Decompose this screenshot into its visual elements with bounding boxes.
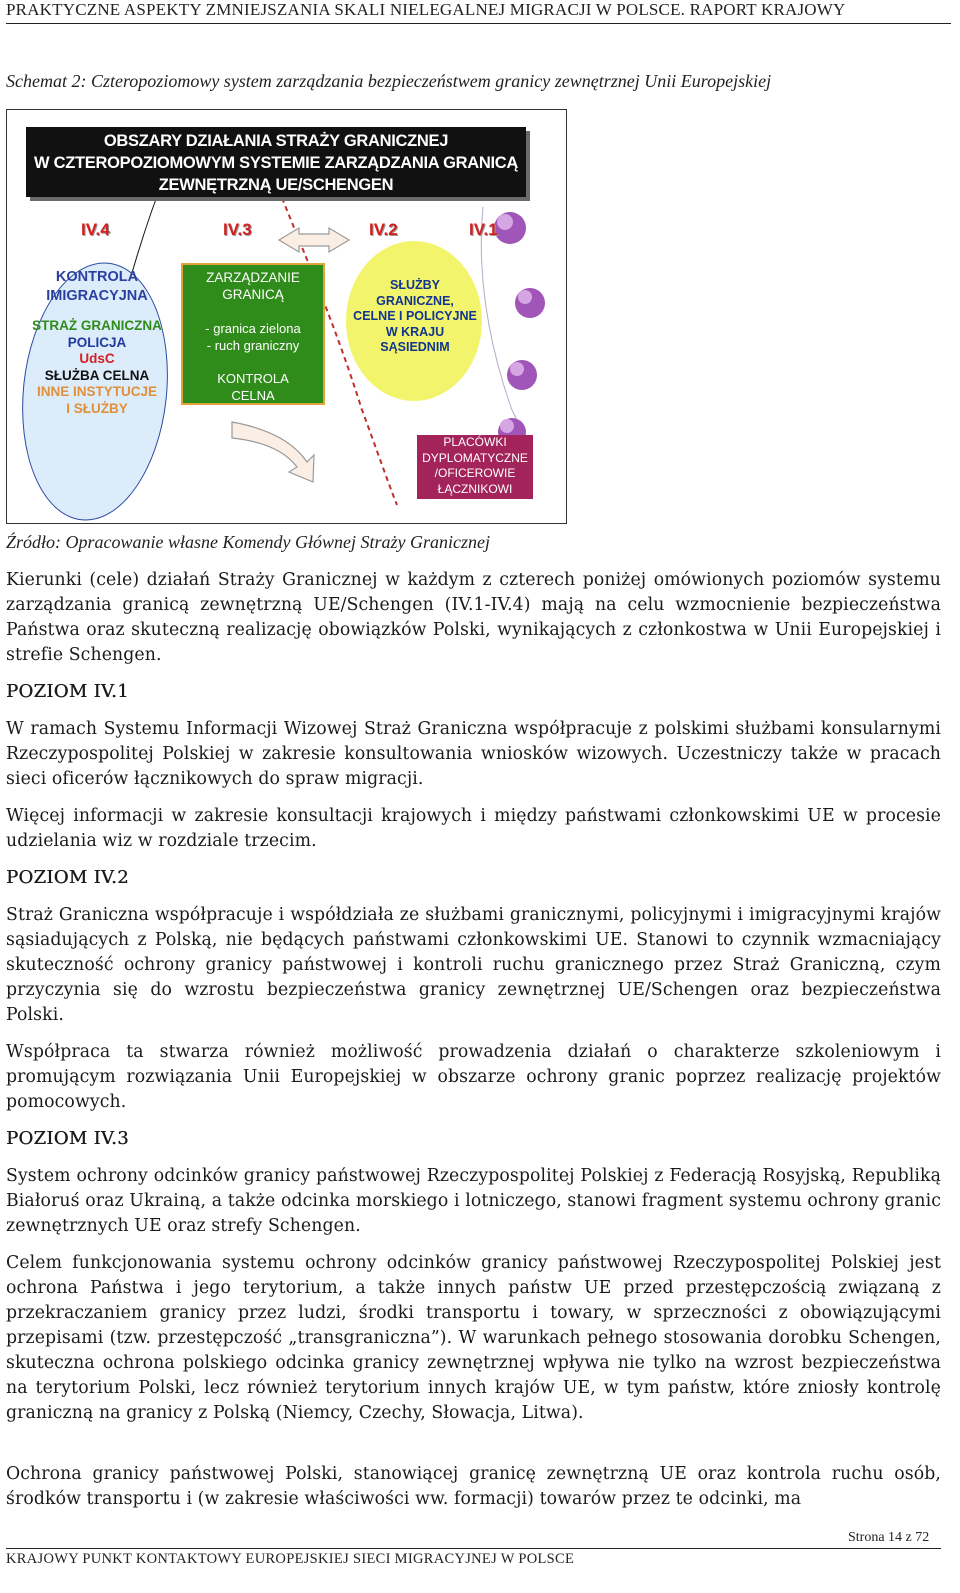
running-header: PRAKTYCZNE ASPEKTY ZMNIEJSZANIA SKALI NIELEGALNEJ MIGRACJI W POLSCE. RAPORT KRAJOWY xyxy=(6,0,951,24)
oval-institutions xyxy=(17,318,177,417)
section-heading: POZIOM IV.3 xyxy=(6,1128,129,1149)
paragraph: Więcej informacji w zakresie konsultacji krajowych i między państwami członkowskimi UE w procesie udzielania wiz w rozdziale trzecim. xyxy=(6,806,941,851)
oval-item: INNE INSTYTUCJE xyxy=(36,384,158,399)
level-label-iv3: IV.3 xyxy=(223,220,252,239)
box-line: /OFICEROWIE xyxy=(434,466,516,480)
oval-text-line: CELNE I POLICYJNE xyxy=(353,309,477,323)
figure-source: Źródło: Opracowanie własne Komendy Głównej Straży Granicznej xyxy=(6,532,490,552)
neighbour-services-text xyxy=(349,278,481,356)
oval-title-line: KONTROLA xyxy=(55,269,139,285)
section-heading: POZIOM IV.1 xyxy=(6,681,129,702)
box-line: DYPLOMATYCZNE xyxy=(422,450,528,465)
box-line: - ruch graniczny xyxy=(206,338,300,353)
paragraph: W ramach Systemu Informacji Wizowej Straż Graniczna współpracuje z polskimi służbami konsularnymi Rzeczypospolitej Polskiej w zakresie konsultowania wniosków wizowych. Uczestniczy także w pracach sieci oficerów łącznikowych do spraw migracji. xyxy=(6,719,941,789)
box-line: ZARZĄDZANIE xyxy=(206,270,300,285)
level-label-iv4: IV.4 xyxy=(81,220,110,239)
oval-text-line: W KRAJU xyxy=(385,324,445,339)
paragraph: Współpraca ta stwarza również możliwość prowadzenia działań o charakterze szkoleniowym i promującym rozwiązania Unii Europejskiej w obszarze ochrony granic poprzez realizację projektów pomocowych. xyxy=(6,1042,941,1112)
oval-item: STRAŻ GRANICZNA xyxy=(32,318,162,333)
purple-dots xyxy=(494,212,545,446)
box-line: ŁĄCZNIKOWI xyxy=(437,481,513,496)
section-heading: POZIOM IV.2 xyxy=(6,867,129,888)
running-footer: KRAJOWY PUNKT KONTAKTOWY EUROPEJSKIEJ SIECI MIGRACYJNEJ W POLSCE xyxy=(6,1548,941,1568)
banner-line: ZEWNĘTRZNĄ UE/SCHENGEN xyxy=(158,176,394,194)
box-line: KONTROLA xyxy=(217,371,289,386)
oval-item: POLICJA xyxy=(67,334,127,350)
schema-banner xyxy=(26,127,526,197)
box-line: - granica zielona xyxy=(205,321,301,336)
box-line: GRANICĄ xyxy=(222,287,284,302)
schema-figure xyxy=(6,109,567,524)
oval-item: SŁUŻBA CELNA xyxy=(44,367,150,383)
paragraph: System ochrony odcinków granicy państwowej Rzeczypospolitej Polskiej z Federacją Rosyjską, Republiką Białoruś oraz Ukrainą, a także odcinka morskiego i lotniczego, stanowi fragment systemu ochrony granic zewnętrznych UE oraz strefy Schengen. xyxy=(6,1166,941,1236)
oval-item: I SŁUŻBY xyxy=(66,400,128,416)
oval-text-line: SĄSIEDNIM xyxy=(380,340,450,354)
border-management-box xyxy=(181,263,325,405)
oval-title-line: IMIGRACYJNA xyxy=(46,288,148,304)
figure-caption: Schemat 2: Czteropoziomowy system zarządzania bezpieczeństwem granicy zewnętrznej Unii Europejskiej xyxy=(6,71,772,91)
box-line: CELNA xyxy=(231,388,275,403)
level-label-iv2: IV.2 xyxy=(369,220,398,239)
paragraph: Celem funkcjonowania systemu ochrony odcinków granicy państwowej Rzeczypospolitej Polskiej jest ochrona Państwa i jego terytorium, a także innych państw UE przed przestępczością związaną z przekraczaniem granicy przez ludzi, środki transportu i towary, w sprzeczności z obowiązującymi przepisami (tzw. przestępczość „transgraniczna”). W warunkach pełnego stosowania dorobku Schengen, skuteczna ochrona polskiego odcinka granicy zewnętrznej wpływa nie tylko na wzrost bezpieczeństwa na terytorium Polski, lecz również terytorium innych krajów UE, w tym państw, które zniosły kontrolę graniczną na granicy z Polską (Niemcy, Czechy, Słowacja, Litwa). xyxy=(6,1253,941,1423)
diplomatic-posts-box xyxy=(417,435,533,499)
banner-line: W CZTEROPOZIOMOWYM SYSTEMIE ZARZĄDZANIA GRANICĄ xyxy=(34,154,518,172)
paragraph: Kierunki (cele) działań Straży Granicznej w każdym z czterech poniżej omówionych poziomów systemu zarządzania granicą zewnętrzną UE/Schengen (IV.1-IV.4) mają na celu wzmocnienie bezpieczeństwa Państwa oraz skuteczną realizację obowiązków Polski, wynikających z członkostwa w Unii Europejskiej i strefie Schengen. xyxy=(6,570,941,665)
banner-line: OBSZARY DZIAŁANIA STRAŻY GRANICZNEJ xyxy=(103,132,449,150)
page-number: Strona 14 z 72 xyxy=(848,1530,930,1545)
oval-text-line: SŁUŻBY xyxy=(390,278,440,292)
paragraph: Ochrona granicy państwowej Polski, stanowiącej granicę zewnętrzną UE oraz kontrola ruchu osób, środków transportu i (w zakresie właściwości ww. formacji) towarów przez te odcinki, ma xyxy=(6,1464,941,1509)
oval-item: UdsC xyxy=(79,351,115,366)
oval-text-line: GRANICZNE, xyxy=(376,293,454,308)
level-label-iv1: IV.1 xyxy=(469,220,498,239)
box-line: PLACÓWKI xyxy=(443,435,507,449)
paragraph: Straż Graniczna współpracuje i współdziała ze służbami granicznymi, policyjnymi i imigracyjnymi krajów sąsiadujących z Polską, nie będących państwami członkowskimi UE. Stanowi to czynnik wzmacniający skuteczność ochrony granicy państwowej i kontroli ruchu granicznego przez Straż Graniczną, czym przyczynia się do wzrostu bezpieczeństwa granicy zewnętrznej UE/Schengen oraz bezpieczeństwa Polski. xyxy=(6,905,941,1025)
oval-title xyxy=(17,268,177,306)
